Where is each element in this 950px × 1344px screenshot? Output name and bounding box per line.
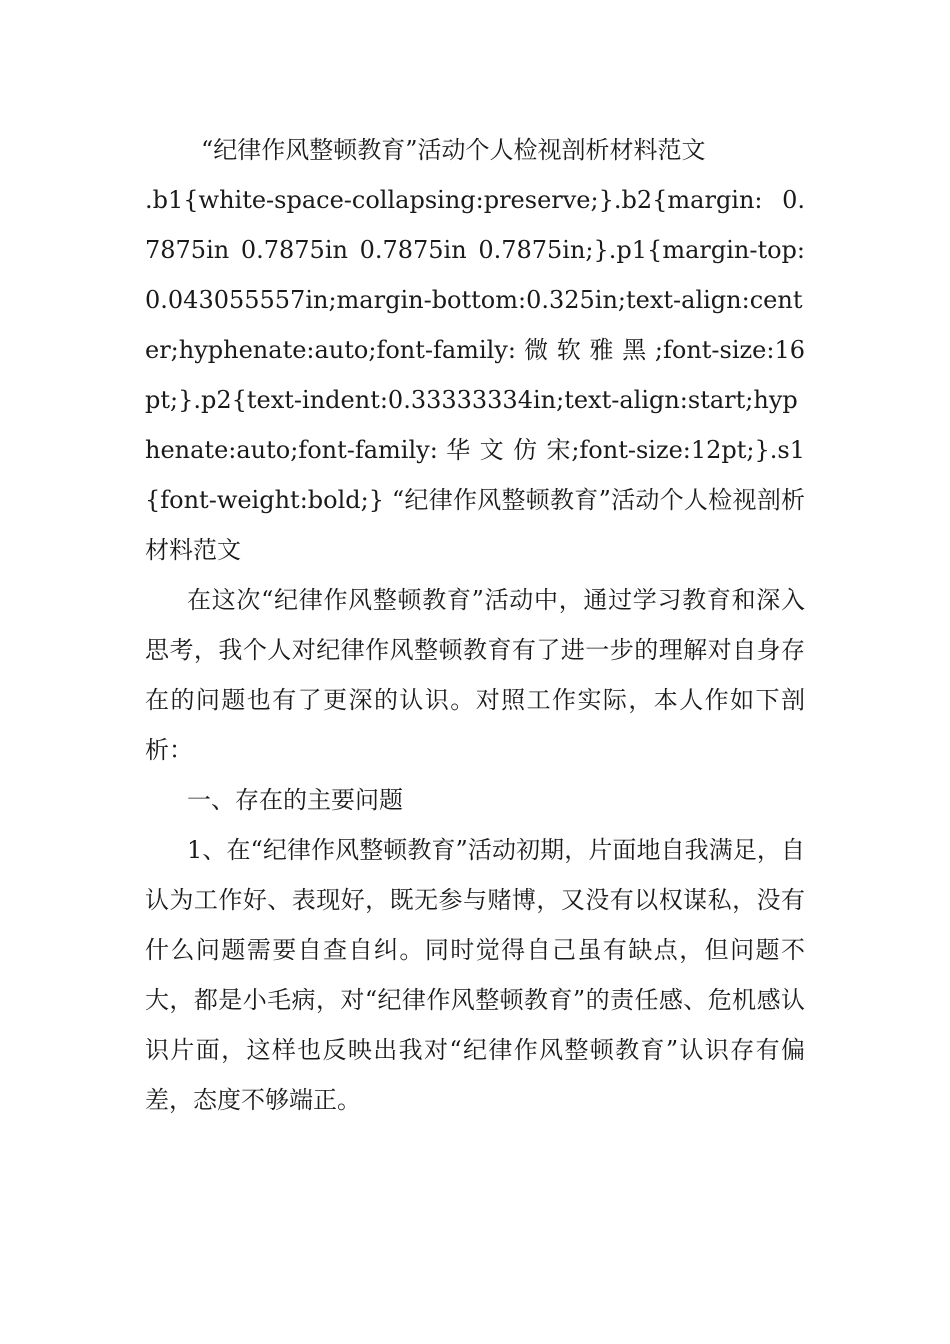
document-body — [145, 125, 805, 1125]
section-heading: 一、存在的主要问题 — [187, 786, 403, 814]
document-title: “纪律作风整顿教育”活动个人检视剖析材料范文 — [201, 136, 706, 164]
paragraph-issue-1: 1、在“纪律作风整顿教育”活动初期，片面地自我满足，自认为工作好、表现好，既无参与赌博，又没有以权谋私，没有什么问题需要自查自纠。同时觉得自己虽有缺点，但问题不大，都是小毛病，对“纪律作风整顿教育”的责任感、危机感认识片面，这样也反映出我对“纪律作风整顿教育”认识存有偏差，态度不够端正。 — [145, 836, 805, 1114]
style-code-text: .b1{white-space-collapsing:preserve;}.b2{margin: 0.7875in 0.7875in 0.7875in 0.7875in;}.p1{margin-top:0.043055557in;margin-bottom:0.325in;text-align:center;hyphenate:auto;font-family: 微 软 雅 黑 ;font-size:16pt;}.p2{text-indent:0.33333334in;text-align:start;hyphenate:auto;font-family: 华 文 仿 宋;font-size:12pt;}.s1{font-weight:bold;} “纪律作风整顿教育”活动个人检视剖析材料范文 — [145, 186, 805, 564]
paragraph-intro: 在这次“纪律作风整顿教育”活动中，通过学习教育和深入思考，我个人对纪律作风整顿教育有了进一步的理解对自身存在的问题也有了更深的认识。对照工作实际，本人作如下剖析： — [145, 586, 805, 764]
